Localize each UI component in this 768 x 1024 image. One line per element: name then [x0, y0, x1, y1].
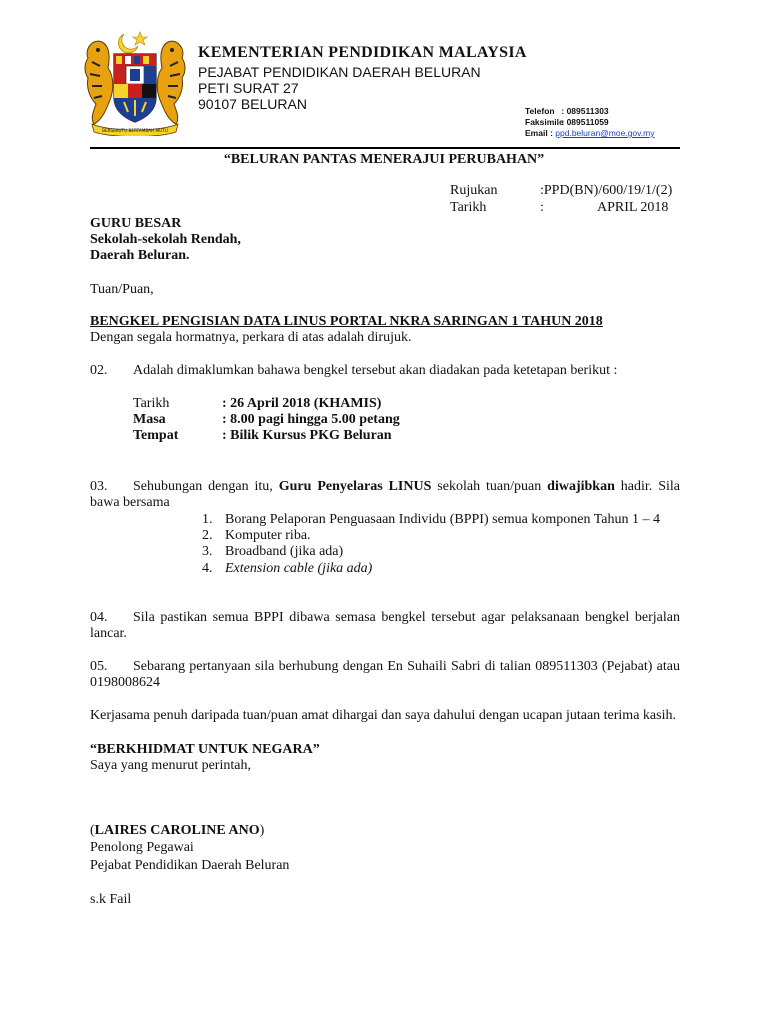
para03-text-b: Guru Penyelaras LINUS [278, 479, 432, 494]
detail-place-value: : Bilik Kursus PKG Beluran [222, 428, 392, 443]
reference-label: Rujukan [450, 183, 498, 198]
ministry-name: KEMENTERIAN PENDIDIKAN MALAYSIA [198, 44, 527, 61]
district-motto: “BELURAN PANTAS MENERAJUI PERUBAHAN” [223, 152, 545, 167]
closing-line: Saya yang menurut perintah, [90, 758, 251, 773]
para03-text-c: sekolah tuan/puan [431, 479, 548, 494]
list-item-text: Extension cable (jika ada) [225, 561, 373, 576]
list-item-text: Broadband (jika ada) [225, 544, 344, 559]
header-divider [90, 147, 680, 149]
detail-date-value: : 26 April 2018 (KHAMIS) [222, 396, 382, 411]
para05-number: 05. [90, 659, 108, 674]
recipient-district: Daerah Beluran. [90, 248, 190, 263]
malaysia-coat-of-arms-icon [80, 28, 190, 136]
crest-motto: BERSEKUTU BERTAMBAH MUTU [102, 128, 168, 133]
subject-heading: BENGKEL PENGISIAN DATA LINUS PORTAL NKRA SARINGAN 1 TAHUN 2018 [90, 314, 603, 329]
list-item-number: 3. [202, 544, 213, 559]
reference-value: :PPD(BN)/600/19/1/(2) [540, 183, 673, 198]
para04-number: 04. [90, 610, 108, 625]
signatory-title: Penolong Pegawai [90, 840, 194, 855]
para04-text: Sila pastikan semua BPPI dibawa semasa bengkel tersebut agar pelaksanaan bengkel berjalan [133, 610, 680, 625]
para05-text: Sebarang pertanyaan sila berhubung dengan En Suhaili Sabri di talian 089511303 (Pejabat) atau [133, 659, 680, 674]
list-item-number: 1. [202, 512, 213, 527]
signatory-name-text: LAIRES CAROLINE ANO [94, 823, 260, 838]
contact-phone [525, 106, 609, 116]
list-item-number: 2. [202, 528, 213, 543]
signatory-paren-open: ( [90, 823, 95, 838]
para03-line1 [90, 479, 680, 495]
po-box: PETI SURAT 27 [198, 80, 299, 96]
para02-text: Adalah dimaklumkan bahawa bengkel tersebut akan diadakan pada ketetapan berikut : [133, 363, 618, 378]
list-item-number: 4. [202, 561, 213, 576]
opening-line: Dengan segala hormatnya, perkara di atas adalah dirujuk. [90, 330, 412, 345]
contact-fax [525, 117, 609, 127]
contact-email [525, 128, 654, 138]
para03-text-d: diwajibkan [547, 479, 615, 494]
postcode-city: 90107 BELURAN [198, 96, 307, 112]
recipient-schools: Sekolah-sekolah Rendah, [90, 232, 241, 247]
salutation: Tuan/Puan, [90, 282, 154, 297]
para03-line2: bawa bersama [90, 495, 170, 510]
email-label: Email [525, 128, 548, 138]
date-label: Tarikh [450, 200, 487, 215]
closing-thanks: Kerjasama penuh daripada tuan/puan amat dihargai dan saya dahului dengan ucapan jutaan terima kasih. [90, 708, 676, 723]
closing-motto: “BERKHIDMAT UNTUK NEGARA” [90, 742, 320, 757]
para04-line1 [90, 610, 680, 626]
detail-time-value: : 8.00 pagi hingga 5.00 petang [222, 412, 400, 427]
para03-number: 03. [90, 479, 108, 494]
signatory-office: Pejabat Pendidikan Daerah Beluran [90, 858, 290, 873]
list-item-text: Borang Pelaporan Penguasaan Individu (BPPI) semua komponen Tahun 1 – 4 [225, 512, 661, 527]
para03-text-e: hadir. Sila [614, 479, 680, 494]
fax-label: Faksimile [525, 117, 564, 127]
phone-value: : 089511303 [561, 106, 609, 116]
para04-line2: lancar. [90, 626, 127, 641]
date-separator: : [540, 200, 544, 215]
email-separator: : [550, 128, 553, 138]
list-item-text: Komputer riba. [225, 528, 311, 543]
office-name: PEJABAT PENDIDIKAN DAERAH BELURAN [198, 64, 481, 80]
signatory-paren-close: ) [259, 823, 265, 838]
para02-number: 02. [90, 363, 108, 378]
detail-date-label: Tarikh [133, 396, 170, 411]
para05-line2: 0198008624 [90, 675, 160, 690]
recipient-title: GURU BESAR [90, 216, 182, 231]
fax-value: : 089511059 [561, 117, 609, 127]
date-value: APRIL 2018 [597, 200, 669, 215]
carbon-copy: s.k Fail [90, 892, 132, 907]
para03-text-a: Sehubungan dengan itu, [133, 479, 279, 494]
para05-line1 [90, 659, 680, 675]
detail-time-label: Masa [133, 412, 166, 427]
phone-label: Telefon [525, 106, 555, 116]
signatory-name [90, 823, 264, 839]
detail-place-label: Tempat [133, 428, 179, 443]
email-link[interactable]: ppd.beluran@moe.gov.my [555, 128, 655, 138]
